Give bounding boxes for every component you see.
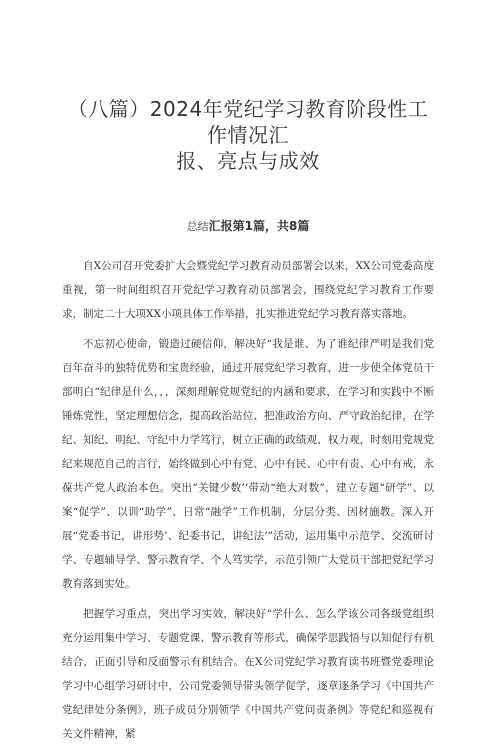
document-title-line-1: （八篇）2024年党纪学习教育阶段性工作情况汇 [67, 97, 429, 147]
document-subtitle [62, 218, 434, 235]
paragraph-1: 自X公司召开党委扩大会暨党纪学习教育动员部署会以来，XX公司党委高度重视，第一时间组织召开党纪学习教育动员部署会，围绕党纪学习教育工作要求，制定二十大项XX小项具体工作举措，扎实推进党纪学习教育落实落地。 [62, 260, 434, 320]
paragraph-2: 不忘初心使命，锻造过硬信仰，解决好“我是谁、为了谁纪律严明是我们党百年奋斗的独特优势和宝贵经验，通过开展党纪学习教育，进一步使全体党员干部明白“纪律是什么，，，深刻理解党规党纪的内涵和要求，在学习和实践中不断锤炼党性，坚定理想信念，提高政治站位、把准政治方向、严守政治纪律，在学纪、知纪、明纪、守纪中力学笃行，树立正确的政绩观、权力观，时刻用党规党纪来规范自己的言行，始终做到心中有党、心中有民、心中有责、心中有戒，永葆共产党人政治本色。突出“关键少数’‘带动“绝大对数”，建立专题“研学”、以案“促学”、以训“助学”、日常“融学”工作机制，分层分类、因材施教。深入开展“党委书记，讲形势’、纪委书记，讲纪法’”活动，运用集中示范学、交流研讨学、专题辅导学、警示教育学、个人笃实学，示范引领广大党员干部把党纪学习教育落到实处。 [62, 338, 434, 590]
paragraph-3: 把握学习重点，突出学习实效，解决好“学什么、怎么学该公司各级党组织充分运用集中学习、专题党课、警示教育等形式，确保学思践悟与以知促行有机结合，正面引导和反面警示有机结合。在X公司党纪学习教育读书班暨党委理论学习中心组学习研讨中，公司党委领导带头领学促学，逐章逐条学习《中国共产党纪律处分条例》，班子成员分别领学《中国共产党问责条例》等党纪和巡视有关文件精神，紧 [62, 608, 434, 740]
subtitle-prefix: 总结 [186, 220, 209, 233]
document-body [62, 254, 434, 746]
subtitle-main: 汇报第1篇，共8篇 [208, 219, 310, 233]
document-title-line-2: 报、亮点与成效 [176, 149, 320, 173]
document-title [62, 96, 434, 174]
